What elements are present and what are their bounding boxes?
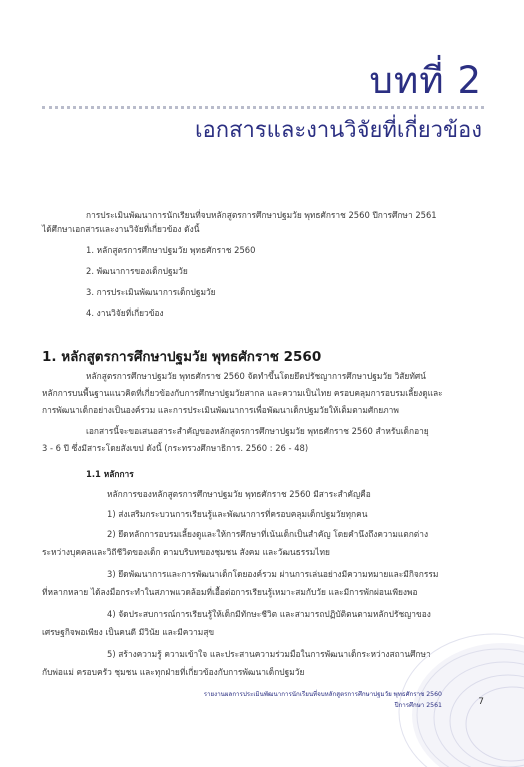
paragraph-line: การพัฒนาเด็กอย่างเป็นองค์รวม และการประเมินพัฒนาการเพื่อพัฒนาเด็กปฐมวัยให้เต็มตามศักยภาพ [42,405,399,415]
dotted-divider [42,106,484,109]
chapter-title: บทที่ 2 [369,59,482,102]
intro-list-item: 2. พัฒนาการของเด็กปฐมวัย [86,266,188,276]
paragraph-line: เอกสารนี้จะขอเสนอสาระสำคัญของหลักสูตรการศึกษาปฐมวัย พุทธศักราช 2560 สำหรับเด็กอายุ [86,426,429,436]
footer-year: ปีการศึกษา 2561 [394,702,442,709]
principle-intro: หลักการของหลักสูตรการศึกษาปฐมวัย พุทธศักราช 2560 มีสาระสำคัญคือ [107,489,371,499]
principle-line: 5) สร้างความรู้ ความเข้าใจ และประสานความร่วมมือในการพัฒนาเด็กระหว่างสถานศึกษา [107,649,431,659]
chapter-subtitle: เอกสารและงานวิจัยที่เกี่ยวข้อง [195,118,482,143]
intro-list-item: 3. การประเมินพัฒนาการเด็กปฐมวัย [86,287,216,297]
footer-title: รายงานผลการประเมินพัฒนาการนักเรียนที่จบหลักสูตรการศึกษาปฐมวัย พุทธศักราช 2560 [203,691,442,698]
principle-line: 4) จัดประสบการณ์การเรียนรู้ให้เด็กมีทักษะชีวิต และสามารถปฏิบัติตนตามหลักปรัชญาของ [107,609,431,619]
principle-line: เศรษฐกิจพอเพียง เป็นคนดี มีวินัย และมีความสุข [42,627,215,637]
principle-line: ระหว่างบุคคลและวิถีชีวิตของเด็ก ตามบริบทของชุมชน สังคม และวัฒนธรรมไทย [42,547,330,557]
page-number: 7 [478,697,484,707]
principle-line: 3) ยึดพัฒนาการและการพัฒนาเด็กโดยองค์รวม ผ่านการเล่นอย่างมีความหมายและมีกิจกรรม [107,569,439,579]
principle-line: กับพ่อแม่ ครอบครัว ชุมชน และทุกฝ่ายที่เกี่ยวข้องกับการพัฒนาเด็กปฐมวัย [42,667,305,677]
sub-heading: 1.1 หลักการ [86,469,134,479]
intro-list-item: 1. หลักสูตรการศึกษาปฐมวัย พุทธศักราช 2560 [86,245,256,255]
intro-line-2: ได้ศึกษาเอกสารและงานวิจัยที่เกี่ยวข้อง ดังนี้ [42,224,200,234]
section-heading: 1. หลักสูตรการศึกษาปฐมวัย พุทธศักราช 2560 [42,349,322,365]
principle-line: 2) ยึดหลักการอบรมเลี้ยงดูและให้การศึกษาที่เน้นเด็กเป็นสำคัญ โดยคำนึงถึงความแตกต่าง [107,529,429,539]
paragraph-line: หลักการบนพื้นฐานแนวคิดที่เกี่ยวข้องกับการศึกษาปฐมวัยสากล และความเป็นไทย ครอบคลุมการอบรมเลี้ยงดูและ [42,388,443,398]
paragraph-line: 3 - 6 ปี ซึ่งมีสาระโดยสังเขป ดังนี้ (กระทรวงศึกษาธิการ. 2560 : 26 - 48) [42,443,309,453]
intro-list-item: 4. งานวิจัยที่เกี่ยวข้อง [86,308,164,318]
principle-line: 1) ส่งเสริมกระบวนการเรียนรู้และพัฒนาการที่ครอบคลุมเด็กปฐมวัยทุกคน [107,509,368,519]
decorative-swirl [384,597,524,767]
principle-line: ที่หลากหลาย ได้ลงมือกระทำในสภาพแวดล้อมที่เอื้อต่อการเรียนรู้เหมาะสมกับวัย และมีการพักผ่อนเพียงพอ [42,587,418,597]
intro-line-1: การประเมินพัฒนาการนักเรียนที่จบหลักสูตรการศึกษาปฐมวัย พุทธศักราช 2560 ปีการศึกษา 2561 [86,210,437,220]
paragraph-line: หลักสูตรการศึกษาปฐมวัย พุทธศักราช 2560 จัดทำขึ้นโดยยึดปรัชญาการศึกษาปฐมวัย วิสัยทัศน์ [86,371,426,381]
